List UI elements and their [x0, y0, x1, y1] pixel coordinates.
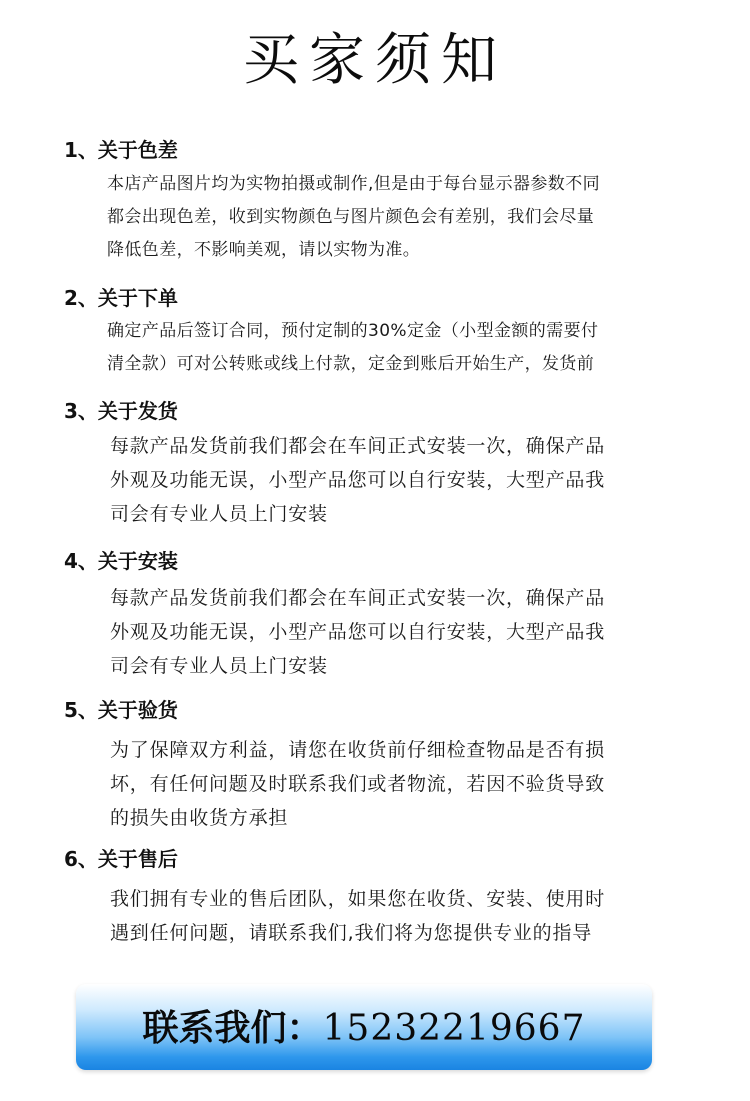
body-line: 坏，有任何问题及时联系我们或者物流，若因不验货导致: [110, 773, 606, 795]
contact-label: 联系我们：: [142, 1007, 323, 1049]
section-body: [107, 168, 697, 267]
body-line: 每款产品发货前我们都会在车间正式安装一次，确保产品: [110, 587, 606, 609]
body-line: 遇到任何问题，请联系我们,我们将为您提供专业的指导: [110, 922, 593, 944]
body-line: 为了保障双方利益，请您在收货前仔细检查物品是否有损: [110, 739, 606, 761]
section-body: [110, 581, 700, 683]
body-line: 降低色差，不影响美观，请以实物为准。: [107, 240, 421, 260]
section-heading: 3、关于发货: [64, 399, 178, 423]
body-line: 的损失由收货方承担: [110, 807, 289, 829]
section-body: [110, 429, 700, 531]
body-line: 外观及功能无误，小型产品您可以自行安装，大型产品我: [110, 621, 606, 643]
body-line: 外观及功能无误，小型产品您可以自行安装，大型产品我: [110, 469, 606, 491]
body-line: 都会出现色差，收到实物颜色与图片颜色会有差别，我们会尽量: [107, 207, 595, 227]
body-line: 确定产品后签订合同，预付定制的30%定金（小型金额的需要付: [107, 321, 599, 341]
body-line: 本店产品图片均为实物拍摄或制作,但是由于每台显示器参数不同: [107, 174, 601, 194]
section-body: [110, 733, 700, 835]
body-line: 司会有专业人员上门安装: [110, 503, 328, 525]
body-line: 清全款）可对公转账或线上付款，定金到账后开始生产，发货前: [107, 354, 595, 374]
contact-phone: 15232219667: [322, 1008, 586, 1049]
body-line: 我们拥有专业的售后团队，如果您在收货、安装、使用时: [110, 888, 606, 910]
body-line: 司会有专业人员上门安装: [110, 655, 328, 677]
section-heading: 1、关于色差: [64, 138, 178, 162]
section-heading: 4、关于安装: [64, 549, 178, 573]
section-heading: 2、关于下单: [64, 286, 178, 310]
body-line: 每款产品发货前我们都会在车间正式安装一次，确保产品: [110, 435, 606, 457]
section-heading: 5、关于验货: [64, 698, 178, 722]
contact-bar: [76, 984, 652, 1070]
section-body: [110, 882, 700, 950]
section-body: [107, 315, 697, 381]
page-title: 买家须知: [243, 28, 507, 93]
contact-text: [76, 984, 652, 1070]
section-heading: 6、关于售后: [64, 847, 178, 871]
